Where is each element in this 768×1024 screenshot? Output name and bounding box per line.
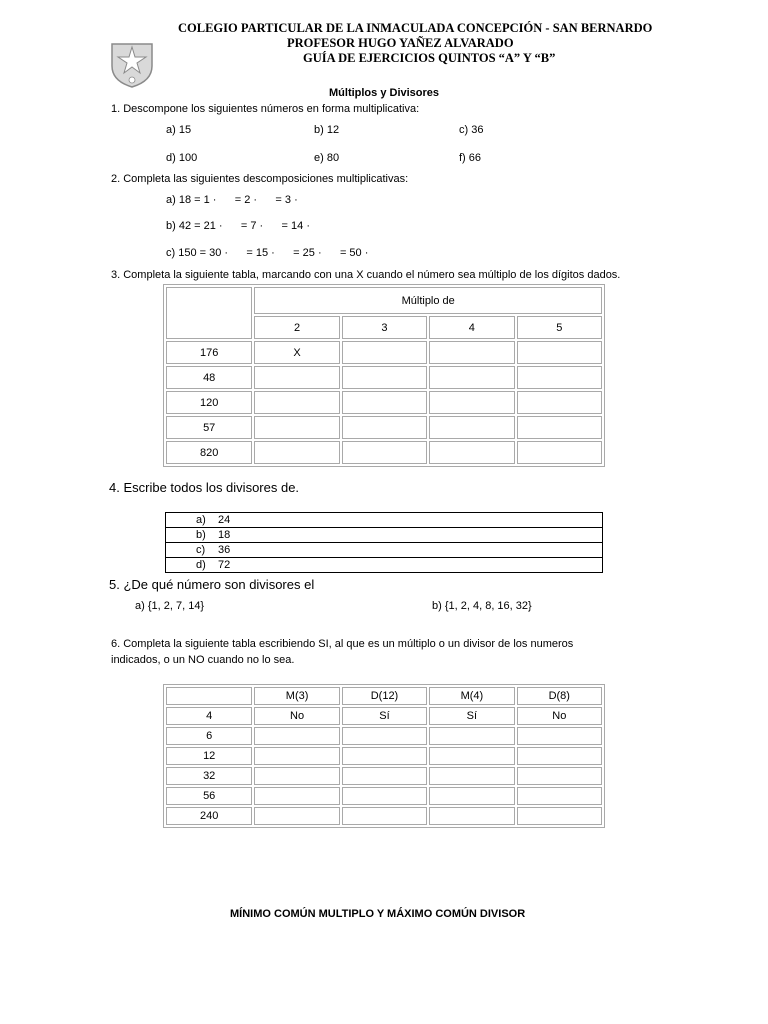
col-header: 4: [429, 316, 514, 339]
col-header: M(3): [254, 687, 339, 705]
answer-cell[interactable]: No: [254, 707, 339, 725]
answer-cell[interactable]: [342, 727, 427, 745]
answer-cell[interactable]: [517, 341, 602, 364]
answer-cell[interactable]: [342, 807, 427, 825]
answer-cell[interactable]: [254, 416, 339, 439]
row-number: 4: [166, 707, 252, 725]
ex6-prompt-line2: indicados, o un NO cuando no lo sea.: [111, 654, 295, 666]
answer-cell[interactable]: [429, 416, 514, 439]
table-row: [166, 747, 602, 765]
table-row: [166, 391, 602, 414]
ex5-item-a: a) {1, 2, 7, 14}: [135, 600, 205, 612]
guide-title: GUÍA DE EJERCICIOS QUINTOS “A” Y “B”: [303, 51, 556, 65]
list-item: [166, 528, 603, 543]
table-row: [166, 441, 602, 464]
col-header: 5: [517, 316, 602, 339]
answer-cell[interactable]: [429, 366, 514, 389]
table-row: [166, 416, 602, 439]
ex1-item-a: a) 15: [166, 124, 192, 136]
answer-cell[interactable]: [517, 787, 602, 805]
answer-cell[interactable]: [429, 441, 514, 464]
item-letter: c): [196, 544, 206, 556]
row-number: 120: [166, 391, 252, 414]
list-item: [166, 513, 603, 528]
ex1-item-d: d) 100: [166, 152, 198, 164]
answer-cell[interactable]: [254, 441, 339, 464]
col-header: 2: [254, 316, 339, 339]
col-header: D(12): [342, 687, 427, 705]
answer-cell[interactable]: [254, 767, 339, 785]
item-value: 24: [218, 514, 231, 526]
answer-cell[interactable]: [517, 416, 602, 439]
teacher-name: PROFESOR HUGO YAÑEZ ALVARADO: [287, 36, 514, 50]
table-row: [166, 366, 602, 389]
ex2-line-c: c) 150 = 30 · = 15 · = 25 · = 50 ·: [166, 247, 369, 259]
answer-cell[interactable]: [342, 391, 427, 414]
answer-cell[interactable]: [342, 366, 427, 389]
ex1-item-e: e) 80: [314, 152, 340, 164]
answer-cell[interactable]: [254, 391, 339, 414]
ex2-line-a: a) 18 = 1 · = 2 · = 3 ·: [166, 194, 298, 206]
item-value: 36: [218, 544, 231, 556]
ex5-prompt: 5. ¿De qué número son divisores el: [109, 577, 315, 592]
ex1-item-b: b) 12: [314, 124, 340, 136]
answer-cell[interactable]: [342, 341, 427, 364]
answer-cell[interactable]: [517, 366, 602, 389]
answer-cell[interactable]: [517, 441, 602, 464]
answer-cell[interactable]: [517, 727, 602, 745]
ex2-prompt: 2. Completa las siguientes descomposiciones multiplicativas:: [111, 173, 409, 185]
table-row: [166, 807, 602, 825]
item-value: 72: [218, 559, 231, 571]
col-header: M(4): [429, 687, 514, 705]
ex5-item-b: b) {1, 2, 4, 8, 16, 32}: [432, 600, 532, 612]
school-name: COLEGIO PARTICULAR DE LA INMACULADA CONCEPCIÓN - SAN BERNARDO: [178, 21, 653, 35]
item-value: 18: [218, 529, 231, 541]
answer-cell[interactable]: [429, 787, 514, 805]
answer-cell[interactable]: [429, 807, 514, 825]
ex6-prompt-line1: 6. Completa la siguiente tabla escribiendo SI, al que es un múltiplo o un divisor de los numeros: [111, 638, 574, 650]
ex3-prompt: 3. Completa la siguiente tabla, marcando con una X cuando el número sea múltiplo de los dígitos dados.: [111, 269, 621, 281]
answer-cell[interactable]: [429, 341, 514, 364]
list-item: [166, 558, 603, 573]
ex1-item-f: f) 66: [459, 152, 482, 164]
answer-cell[interactable]: Sí: [429, 707, 514, 725]
answer-cell[interactable]: [254, 366, 339, 389]
row-number: 57: [166, 416, 252, 439]
table-row: [166, 707, 602, 725]
answer-cell[interactable]: [254, 807, 339, 825]
col-header: [166, 687, 252, 705]
answer-cell[interactable]: [517, 747, 602, 765]
table-row: [166, 341, 602, 364]
table-row: [166, 787, 602, 805]
answer-cell[interactable]: [429, 727, 514, 745]
answer-cell[interactable]: [342, 416, 427, 439]
answer-cell[interactable]: [342, 787, 427, 805]
answer-cell[interactable]: [429, 747, 514, 765]
ex2-line-b: b) 42 = 21 · = 7 · = 14 ·: [166, 220, 310, 232]
divisors-list: [165, 512, 603, 573]
col-header: 3: [342, 316, 427, 339]
table-row: [166, 767, 602, 785]
si-no-table: [163, 684, 605, 828]
table-row: [166, 727, 602, 745]
list-item: [166, 543, 603, 558]
answer-cell[interactable]: [342, 767, 427, 785]
answer-cell[interactable]: No: [517, 707, 602, 725]
answer-cell[interactable]: X: [254, 341, 339, 364]
table-corner-cell: [166, 287, 252, 339]
row-number: 820: [166, 441, 252, 464]
multiples-table: [163, 284, 605, 467]
row-number: 56: [166, 787, 252, 805]
page-title: Múltiplos y Divisores: [329, 87, 440, 99]
row-number: 176: [166, 341, 252, 364]
ex4-prompt: 4. Escribe todos los divisores de.: [109, 480, 300, 495]
row-number: 32: [166, 767, 252, 785]
ex1-prompt: 1. Descompone los siguientes números en forma multiplicativa:: [111, 103, 420, 115]
col-header: D(8): [517, 687, 602, 705]
answer-cell[interactable]: [429, 391, 514, 414]
row-number: 240: [166, 807, 252, 825]
answer-cell[interactable]: [342, 747, 427, 765]
section-title: MÍNIMO COMÚN MULTIPLO Y MÁXIMO COMÚN DIVISOR: [230, 908, 526, 920]
row-number: 6: [166, 727, 252, 745]
item-letter: b): [196, 529, 206, 541]
ex1-item-c: c) 36: [459, 124, 484, 136]
school-logo: [108, 40, 156, 88]
answer-cell[interactable]: [254, 727, 339, 745]
row-number: 48: [166, 366, 252, 389]
item-letter: a): [196, 514, 206, 526]
answer-cell[interactable]: Sí: [342, 707, 427, 725]
answer-cell[interactable]: [254, 787, 339, 805]
answer-cell[interactable]: [429, 767, 514, 785]
item-letter: d): [196, 559, 206, 571]
answer-cell[interactable]: [254, 747, 339, 765]
answer-cell[interactable]: [517, 391, 602, 414]
answer-cell[interactable]: [517, 767, 602, 785]
group-header: Múltiplo de: [254, 287, 602, 314]
answer-cell[interactable]: [342, 441, 427, 464]
row-number: 12: [166, 747, 252, 765]
answer-cell[interactable]: [517, 807, 602, 825]
